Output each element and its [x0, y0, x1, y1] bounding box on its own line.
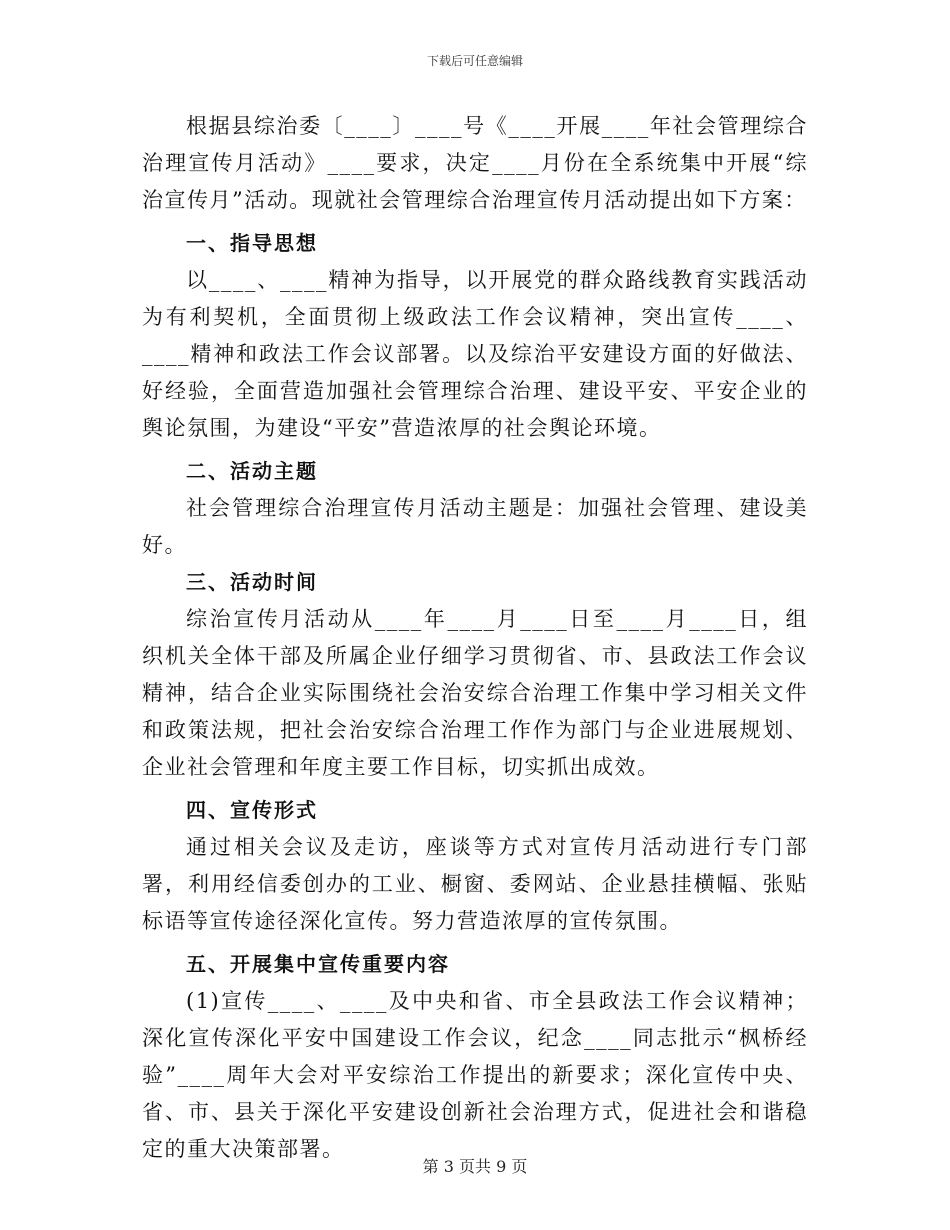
- section-heading-guiding-ideology: 一、指导思想: [186, 231, 318, 255]
- section-paragraph-guiding-ideology: 以____、____精神为指导，以开展党的群众路线教育实践活动为有利契机，全面贯彻上级政法工作会议精神，突出宣传____、____精神和政法工作会议部署。以及综治平安建设方面的好做法、好经验，全面营造加强社会管理综合治理、建设平安、平安企业的舆论氛围，为建设“平安”营造浓厚的社会舆论环境。: [142, 268, 808, 440]
- section-heading-key-content: 五、开展集中宣传重要内容: [186, 952, 450, 976]
- section-heading-activity-time: 三、活动时间: [186, 570, 318, 594]
- section-paragraph-publicity-form: 通过相关会议及走访，座谈等方式对宣传月活动进行专门部署，利用经信委创办的工业、橱窗、委网站、企业悬挂横幅、张贴标语等宣传途径深化宣传。努力营造浓厚的宣传氛围。: [142, 835, 808, 933]
- intro-paragraph: 根据县综治委〔____〕____号《____开展____年社会管理综合治理宣传月活动》____要求，决定____月份在全系统集中开展“综治宣传月”活动。现就社会管理综合治理宣传月活动提出如下方案：: [142, 114, 808, 212]
- section-paragraph-activity-time: 综治宣传月活动从____年____月____日至____月____日，组织机关全体干部及所属企业仔细学习贯彻省、市、县政法工作会议精神，结合企业实际围绕社会治安综合治理工作集中学习相关文件和政策法规，把社会治安综合治理工作作为部门与企业进展规划、企业社会管理和年度主要工作目标，切实抓出成效。: [142, 607, 808, 779]
- page-number: 第 3 页共 9 页: [422, 1157, 528, 1176]
- page-header: 下载后可任意编辑: [426, 54, 523, 68]
- section-paragraph-activity-theme: 社会管理综合治理宣传月活动主题是：加强社会管理、建设美好。: [142, 496, 808, 557]
- section-heading-publicity-form: 四、宣传形式: [186, 798, 318, 822]
- section-paragraph-key-content: (1)宣传____、____及中央和省、市全县政法工作会议精神；深化宣传深化平安中国建设工作会议，纪念____同志批示“枫桥经验”____周年大会对平安综治工作提出的新要求；深化宣传中央、省、市、县关于深化平安建设创新社会治理方式，促进社会和谐稳定的重大决策部署。: [142, 989, 808, 1161]
- section-heading-activity-theme: 二、活动主题: [186, 459, 318, 483]
- document-body: [142, 108, 808, 1168]
